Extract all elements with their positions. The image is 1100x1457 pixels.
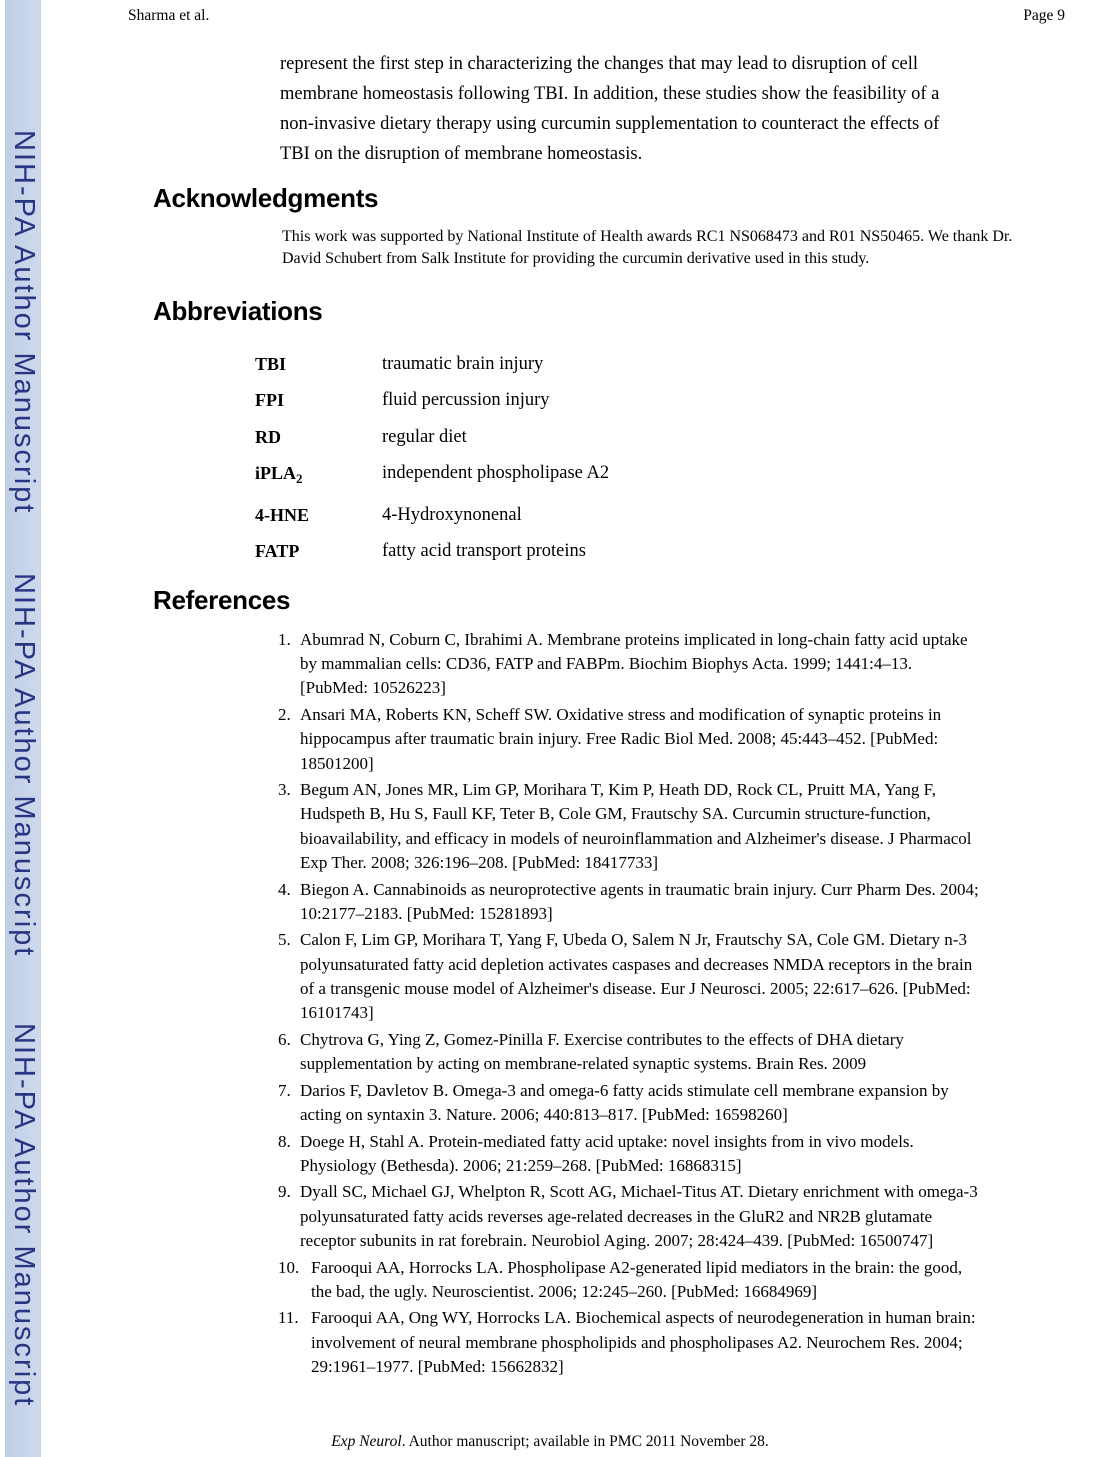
- reference-line: of a transgenic mouse model of Alzheimer's disease. Eur J Neurosci. 2005; 22:617–626. [PubMed:: [300, 978, 971, 998]
- abbreviation-term: [255, 461, 382, 491]
- reference-number: 7.: [278, 1080, 291, 1100]
- reference-line: Hudspeth B, Hu S, Faull KF, Teter B, Cole GM, Frautschy SA. Curcumin structure-function,: [300, 804, 931, 824]
- reference-item: [278, 878, 1038, 926]
- acknowledgments-line: This work was supported by National Institute of Health awards RC1 NS068473 and R01 NS50465. We thank Dr.: [282, 228, 1013, 245]
- abbreviation-term-text: 4-HNE: [255, 504, 309, 525]
- reference-item: [278, 628, 1038, 701]
- reference-line: Darios F, Davletov B. Omega-3 and omega-6 fatty acids stimulate cell membrane expansion by: [300, 1080, 949, 1100]
- abbreviation-definition: traumatic brain injury: [382, 354, 544, 374]
- reference-text: [300, 928, 972, 1025]
- abbreviation-term: [255, 388, 382, 413]
- references-heading: References: [153, 585, 291, 615]
- reference-line: Exp Ther. 2008; 326:196–208. [PubMed: 18417733]: [300, 852, 659, 872]
- abbreviations-heading: Abbreviations: [153, 296, 323, 326]
- running-head-page-number: Page 9: [1023, 7, 1065, 24]
- abbreviation-row: [255, 352, 609, 377]
- reference-line: acting on syntaxin 3. Nature. 2006; 440:813–817. [PubMed: 16598260]: [300, 1104, 788, 1124]
- running-head-author: Sharma et al.: [128, 7, 210, 24]
- sidebar-watermark-text: NIH-PA Author Manuscript: [8, 1023, 40, 1408]
- reference-line: bioavailability, and efficacy in models of neuroinflammation and Alzheimer's disease. J Pharmacol: [300, 828, 972, 848]
- reference-number: 6.: [278, 1029, 291, 1049]
- reference-line: Chytrova G, Ying Z, Gomez-Pinilla F. Exercise contributes to the effects of DHA dietary: [300, 1029, 904, 1049]
- reference-number: 3.: [278, 780, 291, 800]
- references-list: [278, 628, 1038, 1382]
- reference-line: receptor subunits in rat forebrain. Neurobiol Aging. 2007; 28:424–439. [PubMed: 16500747]: [300, 1230, 934, 1250]
- abbreviation-term-text: RD: [255, 426, 281, 447]
- intro-line: represent the first step in characterizing the changes that may lead to disruption of cell: [280, 54, 919, 74]
- reference-line: Farooqui AA, Ong WY, Horrocks LA. Biochemical aspects of neurodegeneration in human brain:: [311, 1308, 976, 1328]
- abbreviation-row: [255, 461, 609, 491]
- abbreviation-definition: independent phospholipase A2: [382, 463, 610, 484]
- reference-item: [278, 703, 1038, 776]
- reference-line: Dyall SC, Michael GJ, Whelpton R, Scott AG, Michael-Titus AT. Dietary enrichment with omega-3: [300, 1182, 978, 1202]
- acknowledgments-heading: Acknowledgments: [153, 183, 379, 213]
- abbreviation-term-text: iPLA: [255, 463, 297, 484]
- reference-item: [278, 928, 1038, 1025]
- reference-line: Farooqui AA, Horrocks LA. Phospholipase A2-generated lipid mediators in the brain: the good,: [311, 1257, 963, 1277]
- abbreviation-term: [255, 425, 382, 450]
- reference-line: Abumrad N, Coburn C, Ibrahimi A. Membrane proteins implicated in long-chain fatty acid uptake: [300, 630, 968, 649]
- reference-line: supplementation by acting on membrane-related synaptic systems. Brain Res. 2009: [300, 1053, 867, 1073]
- reference-item: [278, 1256, 1038, 1304]
- reference-line: 29:1961–1977. [PubMed: 15662832]: [311, 1356, 564, 1376]
- abbreviation-row: [255, 503, 609, 528]
- reference-text: [300, 628, 968, 701]
- reference-line: Physiology (Bethesda). 2006; 21:259–268. [PubMed: 16868315]: [300, 1155, 742, 1175]
- reference-text: [300, 1130, 914, 1178]
- acknowledgments-text: [282, 226, 1012, 271]
- reference-text: [300, 1180, 978, 1253]
- intro-line: membrane homeostasis following TBI. In addition, these studies show the feasibility of a: [280, 84, 940, 104]
- reference-line: by mammalian cells: CD36, FATP and FABPm. Biochim Biophys Acta. 1999; 1441:4–13.: [300, 654, 913, 674]
- abbreviation-term: [255, 352, 382, 377]
- reference-text: [300, 703, 941, 776]
- reference-number: 11.: [278, 1308, 299, 1328]
- reference-line: Ansari MA, Roberts KN, Scheff SW. Oxidative stress and modification of synaptic proteins in: [300, 705, 942, 725]
- reference-item: [278, 1130, 1038, 1178]
- abbreviation-row: [255, 539, 609, 564]
- reference-item: [278, 778, 1038, 875]
- reference-line: 10:2177–2183. [PubMed: 15281893]: [300, 903, 553, 923]
- abbreviation-term: [255, 503, 382, 528]
- reference-line: Doege H, Stahl A. Protein-mediated fatty acid uptake: novel insights from in vivo models.: [300, 1131, 914, 1151]
- reference-text: [311, 1306, 976, 1379]
- footer-availability-text: . Author manuscript; available in PMC 2011 November 28.: [401, 1433, 769, 1450]
- reference-text: [300, 1079, 949, 1127]
- journal-name: Exp Neurol: [331, 1433, 402, 1450]
- nih-pa-watermark-strip: [5, 0, 41, 1457]
- reference-item: [278, 1079, 1038, 1127]
- sidebar-watermark-text: NIH-PA Author Manuscript: [8, 130, 40, 515]
- abbreviation-term-text: TBI: [255, 354, 287, 374]
- abbreviation-row: [255, 425, 609, 450]
- reference-item: [278, 1028, 1038, 1076]
- reference-number: 1.: [278, 630, 291, 649]
- reference-line: Biegon A. Cannabinoids as neuroprotective agents in traumatic brain injury. Curr Pharm Des. 2004;: [300, 879, 979, 899]
- intro-line: TBI on the disruption of membrane homeostasis.: [280, 144, 643, 164]
- reference-line: involvement of neural membrane phospholipids and phospholipases A2. Neurochem Res. 2004;: [311, 1332, 963, 1352]
- reference-line: Begum AN, Jones MR, Lim GP, Morihara T, Kim P, Heath DD, Rock CL, Pruitt MA, Yang F,: [300, 780, 937, 800]
- reference-number: 5.: [278, 930, 291, 950]
- reference-text: [300, 878, 979, 926]
- sidebar-watermark-text: NIH-PA Author Manuscript: [8, 573, 40, 958]
- abbreviation-definition: fluid percussion injury: [382, 390, 550, 411]
- reference-item: [278, 1306, 1038, 1379]
- abbreviation-definition: regular diet: [382, 426, 467, 447]
- reference-line: polyunsaturated fatty acid depletion activates caspases and decreases NMDA receptors in the brain: [300, 954, 973, 974]
- reference-number: 8.: [278, 1131, 291, 1151]
- abbreviation-term: [255, 539, 382, 564]
- abbreviations-list: [255, 352, 609, 575]
- reference-text: [311, 1256, 962, 1304]
- reference-text: [300, 1028, 904, 1076]
- reference-line: [PubMed: 10526223]: [300, 678, 446, 698]
- acknowledgments-line: David Schubert from Salk Institute for providing the curcumin derivative used in this study.: [282, 250, 870, 268]
- reference-text: [300, 778, 972, 875]
- reference-number: 9.: [278, 1182, 291, 1202]
- reference-item: [278, 1180, 1038, 1253]
- abbreviation-row: [255, 388, 609, 413]
- abbreviation-definition: fatty acid transport proteins: [382, 540, 586, 561]
- intro-paragraph: [280, 49, 939, 169]
- abbreviation-term-subscript: 2: [296, 471, 303, 487]
- reference-line: Calon F, Lim GP, Morihara T, Yang F, Ubeda O, Salem N Jr, Frautschy SA, Cole GM. Dietary n-3: [300, 930, 967, 950]
- reference-line: hippocampus after traumatic brain injury. Free Radic Biol Med. 2008; 45:443–452. [PubMed:: [300, 729, 939, 749]
- abbreviation-term-text: FATP: [255, 540, 300, 561]
- reference-line: 16101743]: [300, 1003, 374, 1023]
- reference-number: 10.: [278, 1257, 300, 1277]
- abbreviation-definition: 4-Hydroxynonenal: [382, 504, 522, 525]
- reference-number: 2.: [278, 705, 291, 725]
- reference-line: the bad, the ugly. Neuroscientist. 2006; 12:245–260. [PubMed: 16684969]: [311, 1281, 818, 1301]
- journal-footer: [0, 1433, 1100, 1451]
- intro-line: non-invasive dietary therapy using curcumin supplementation to counteract the effects of: [280, 114, 940, 134]
- reference-number: 4.: [278, 879, 291, 899]
- reference-line: polyunsaturated fatty acids reverses age-related decreases in the GluR2 and NR2B glutamate: [300, 1206, 933, 1226]
- abbreviation-term-text: FPI: [255, 390, 284, 411]
- reference-line: 18501200]: [300, 753, 374, 773]
